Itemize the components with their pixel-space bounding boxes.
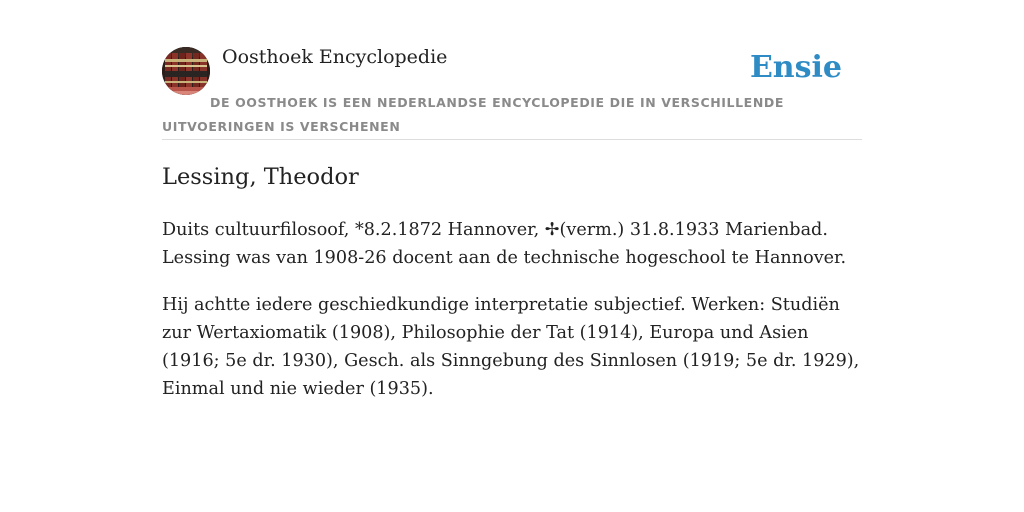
page-container [162, 0, 862, 399]
site-name[interactable]: Oosthoek Encyclopedie [222, 46, 448, 68]
site-tagline: DE OOSTHOEK IS EEN NEDERLANDSE ENCYCLOPEDIE DIE IN VERSCHILLENDE UITVOERINGEN IS VERSCHENEN [162, 95, 784, 134]
entry-title: Lessing, Theodor [162, 164, 359, 190]
encyclopedia-books-icon[interactable] [162, 47, 210, 95]
site-header [162, 0, 862, 140]
entry-paragraph: Hij achtte iedere geschiedkundige interpretatie subjectief. Werken: Studiën zur Wertaxiomatik (1908), Philosophie der Tat (1914), Europa und Asien (1916; 5e dr. 1930), Gesch. als Sinngebung des Sinnlosen (1919; 5e dr. 1929), Einmal und nie wieder (1935). [162, 295, 860, 399]
entry-paragraph: Duits cultuurfilosoof, *8.2.1872 Hannover, ✢(verm.) 31.8.1933 Marienbad. Lessing was van 1908-26 docent aan de technische hogeschool te Hannover. [162, 220, 847, 268]
brand-logo[interactable]: Ensie [749, 50, 842, 85]
entry-body [162, 216, 867, 422]
